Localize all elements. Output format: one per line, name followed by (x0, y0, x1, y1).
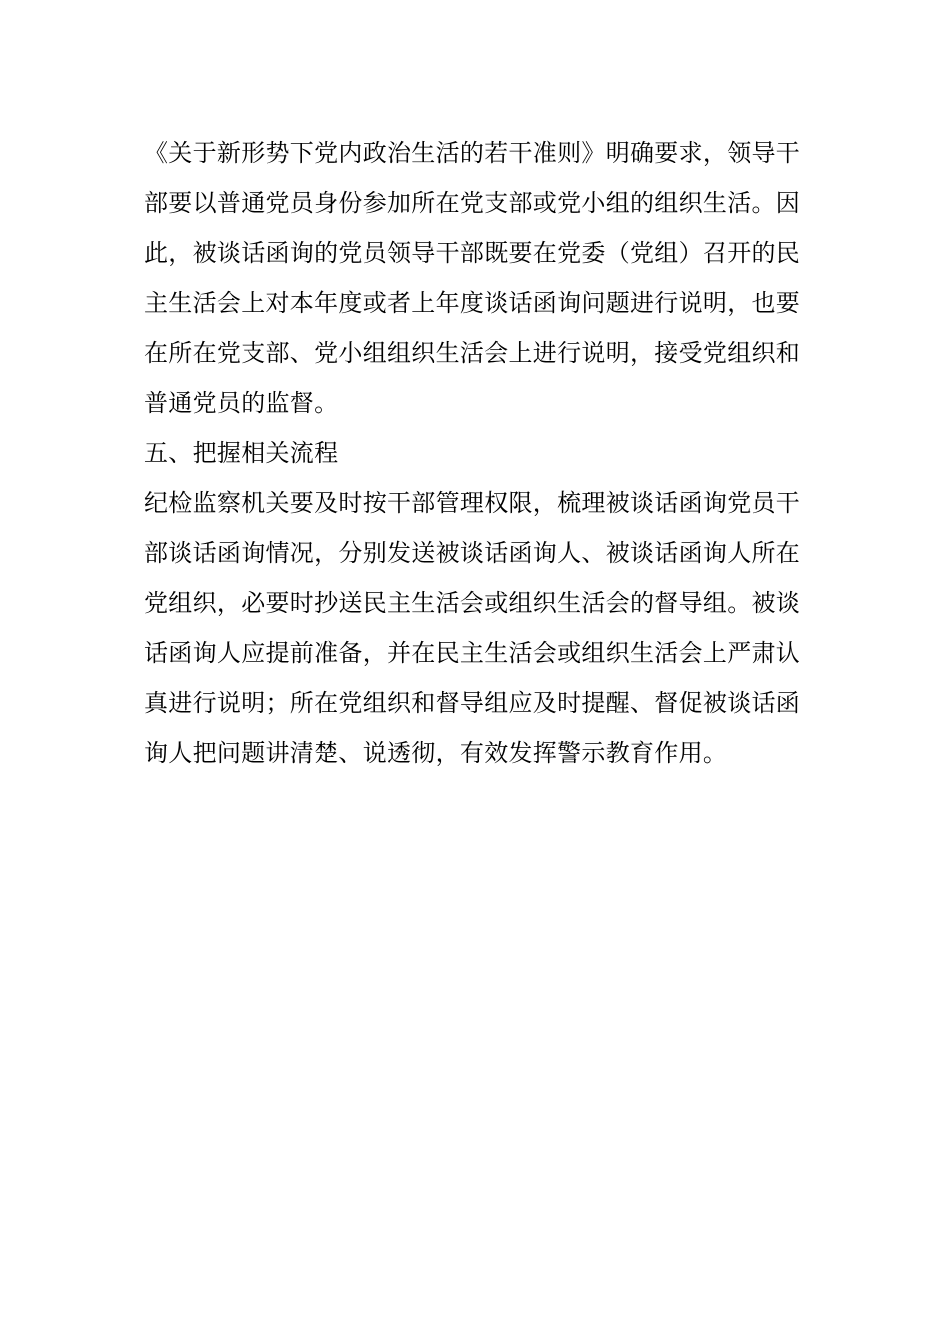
section-heading (144, 428, 814, 478)
text-line: 纪检监察机关要及时按干部管理权限，梳理被谈话函询党员干 (144, 489, 801, 517)
text-line: 询人把问题讲清楚、说透彻，有效发挥警示教育作用。 (144, 739, 728, 767)
paragraph-process (144, 478, 814, 778)
text-line: 普通党员的监督。 (144, 389, 339, 417)
heading-text: 五、把握相关流程 (144, 439, 339, 467)
paragraph-guidelines (144, 128, 814, 428)
text-line: 党组织，必要时抄送民主生活会或组织生活会的督导组。被谈 (144, 589, 801, 617)
text-line: 在所在党支部、党小组组织生活会上进行说明，接受党组织和 (144, 339, 801, 367)
text-line: 《关于新形势下党内政治生活的若干准则》明确要求，领导干 (144, 139, 801, 167)
text-line: 此，被谈话函询的党员领导干部既要在党委（党组）召开的民 (144, 239, 801, 267)
text-line: 主生活会上对本年度或者上年度谈话函询问题进行说明，也要 (144, 289, 801, 317)
text-line: 部要以普通党员身份参加所在党支部或党小组的组织生活。因 (144, 189, 801, 217)
text-line: 真进行说明；所在党组织和督导组应及时提醒、督促被谈话函 (144, 689, 801, 717)
text-line: 话函询人应提前准备，并在民主生活会或组织生活会上严肃认 (144, 639, 801, 667)
document-body (144, 128, 814, 778)
text-line: 部谈话函询情况，分别发送被谈话函询人、被谈话函询人所在 (144, 539, 801, 567)
